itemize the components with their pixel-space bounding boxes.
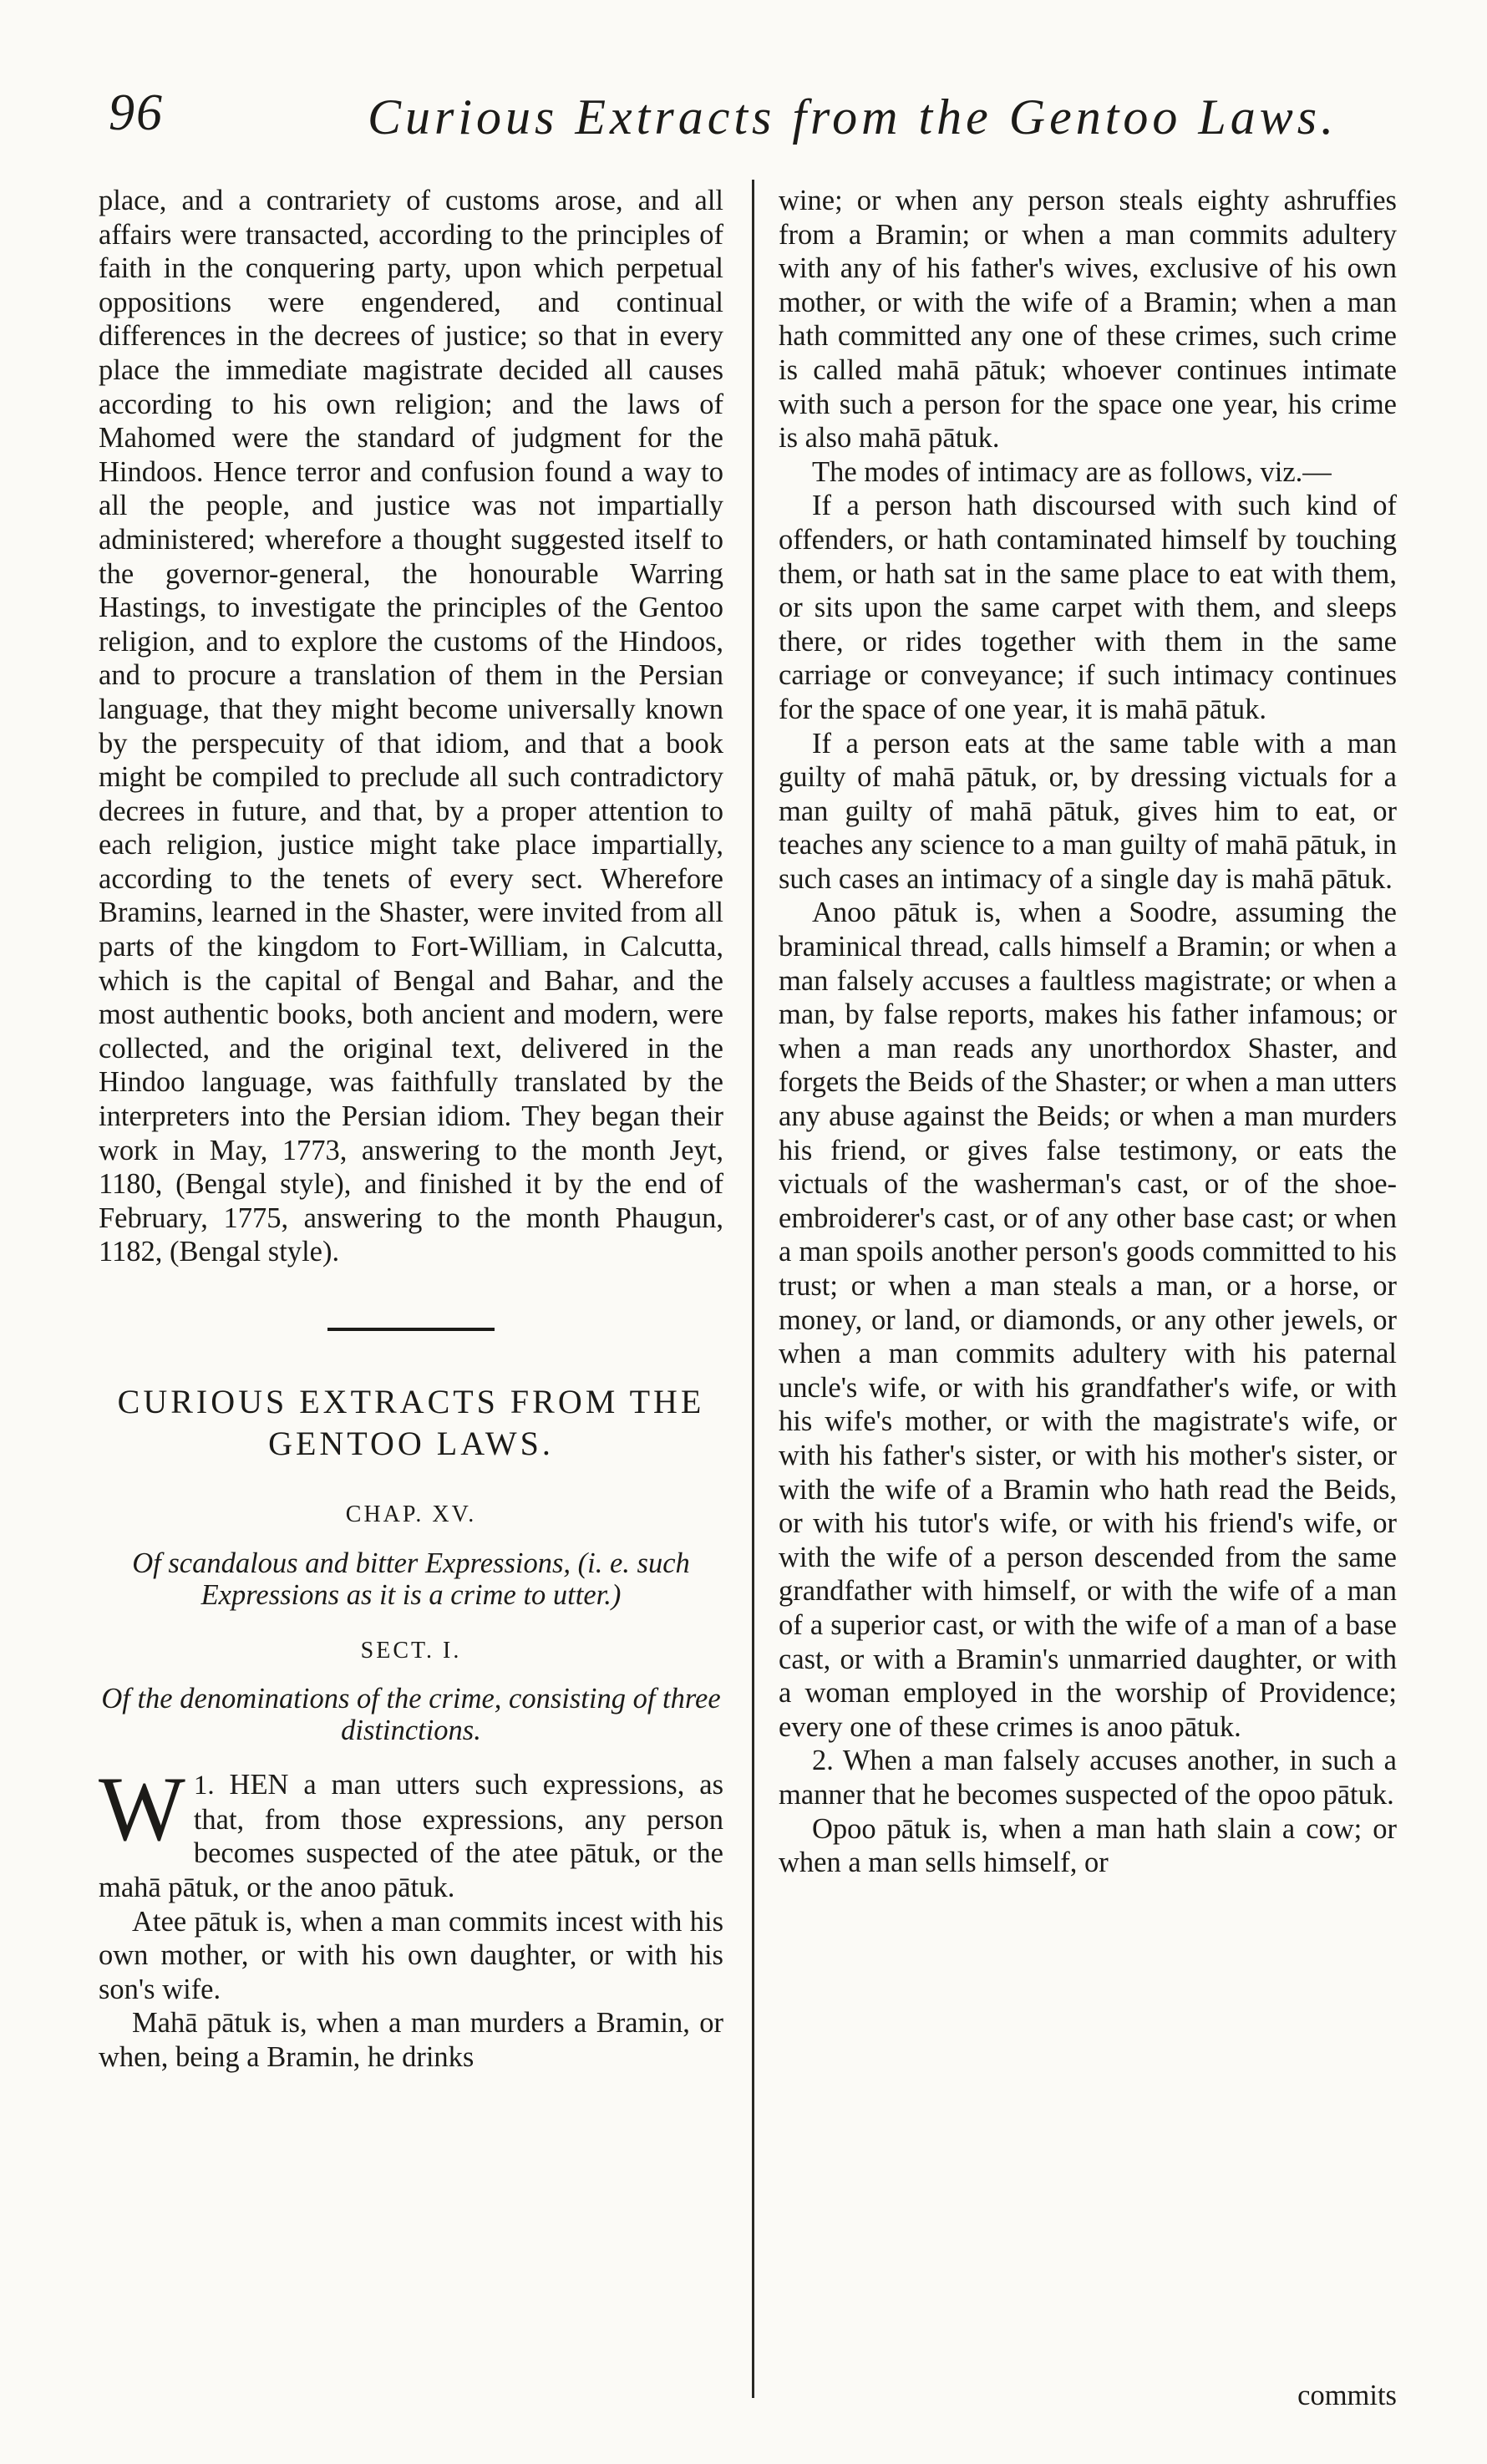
paragraph-first [99,1758,724,1904]
paragraph-intro: place, and a contrariety of customs arose, and all affairs were transacted, according to the principles of faith in the conquering party, upon which perpetual oppositions were engendered, and continual differences in the decrees of justice; so that in every place the immediate magistrate decided all causes according to his own religion; and the laws of Mahomed were the standard of judgment for the Hindoos. Hence terror and confusion found a way to all the people, and justice was not impartially administered; wherefore a thought suggested itself to the governor-general, the honourable Warring Hastings, to investigate the principles of the Gentoo religion, and to explore the customs of the Hindoos, and to procure a translation of them in the Persian language, that they might become universally known by the perspecuity of that idiom, and that a book might be compiled to preclude all such contradictory decrees in future, and that, by a proper attention to each religion, justice might take place impartially, according to the tenets of every sect. Wherefore Bramins, learned in the Shaster, were invited from all parts of the kingdom to Fort-William, in Calcutta, which is the capital of Bengal and Bahar, and the most authentic books, both ancient and modern, were collected, and the original text, delivered in the Hindoo language, was faithfully translated by the interpreters into the Persian idiom. They began their work in May, 1773, answering to the month Jeyt, 1180, (Bengal style), and finished it by the end of February, 1775, answering to the month Phaugun, 1182, (Bengal style). [99,185,723,1268]
paragraph-opoo-patuk: Opoo pātuk is, when a man hath slain a cow; or when a man sells himself, or [779,1812,1397,1879]
dropcap-numeral: 1. [193,1771,215,1801]
extract-title [99,1381,723,1465]
chapter-subtitle: Of scandalous and bitter Expressions, (i. e. such Expressions as it is a crime to utter.) [132,1547,690,1611]
paragraph-intimacy-year: If a person hath discoursed with such kind of offenders, or hath contaminated himself by touching them, or hath sat in the same place to eat with them, or sits upon the same carpet with them, and sleeps there, or rides together with them in the same carriage or conveyance; if such intimacy continues for the space of one year, it is mahā pātuk. [779,490,1397,725]
paragraph-anoo-patuk: Anoo pātuk is, when a Soodre, assuming the braminical thread, calls himself a Bramin; or when a man falsely accuses a faultless magistrate; or when a man, by false reports, makes his father infamous; or when a man reads any unorthordox Shaster, and forgets the Beids of the Shaster; or when a man utters any abuse against the Beids; or when a man murders his friend, or gives false testimony, or eats the victuals of the washerman's cast, or of the shoe-embroiderer's cast, or of any other base cast; or when a man spoils another person's goods committed to his trust; or when a man steals a man, or a horse, or money, or land, or diamonds, or any other jewels, or when a man commits adultery with his paternal uncle's wife, or with his grandfather's wife, or with his wife's mother, or with the magistrate's wife, or with his father's sister, or with his mother's sister, or with the wife of a Bramin who hath read the Beids, or with his tutor's wife, or with his friend's wife, or with the wife of a person descended from the same grandfather with himself, or with the wife of a man of a superior cast, or with the wife of a man of a base cast, or with a Bramin's unmarried daughter, or with a woman employed in the worship of Providence; every one of these crimes is anoo pātuk. [779,897,1397,1743]
section-subtitle: Of the denominations of the crime, consisting of three distinctions. [101,1683,721,1747]
paragraph-maha-patuk: Mahā pātuk is, when a man murders a Bramin, or when, being a Bramin, he drinks [99,2007,723,2073]
left-column [99,184,723,2075]
running-title: Curious Extracts from the Gentoo Laws. [368,89,1338,145]
paragraph-atee-patuk: Atee pātuk is, when a man commits incest with his own mother, or with his own daughter, or with his son's wife. [99,1905,723,2005]
right-column [779,184,1397,1880]
dropcap-letter: W [99,1758,185,1861]
page-number: 96 [109,84,164,141]
chapter-heading: CHAP. XV. [345,1501,477,1527]
paragraph-false-accusation: 2. When a man falsely accuses another, in such a manner that he becomes suspected of the opoo pātuk. [779,1745,1397,1811]
paragraph-continuation: wine; or when any person steals eighty ashruffies from a Bramin; or when a man commits adultery with any of his father's wives, exclusive of his own mother, or with the wife of a Bramin; when a man hath committed any one of these crimes, such crime is called mahā pātuk; whoever continues intimate with such a person for the space one year, his crime is also mahā pātuk. [779,185,1397,455]
column-divider [752,180,754,2398]
extract-title-line-2: GENTOO LAWS. [268,1425,554,1462]
paragraph-intimacy-day: If a person eats at the same table with a man guilty of mahā pātuk, or, by dressing victuals for a man guilty of mahā pātuk, gives him to eat, or teaches any science to a man guilty of mahā pātuk, in such cases an intimacy of a single day is mahā pātuk. [779,727,1397,895]
paragraph-first-text: HEN a man utters such expressions, as that, from those expressions, any person becomes suspected of the atee pātuk, or the mahā pātuk, or the anoo pātuk. [99,1769,724,1903]
running-head [100,84,1387,159]
section-heading: SECT. I. [360,1637,462,1664]
catchword: commits [1297,2380,1397,2411]
section-separator-rule [327,1328,495,1331]
extract-title-line-1: CURIOUS EXTRACTS FROM THE [117,1383,705,1420]
paragraph-intimacy-modes: The modes of intimacy are as follows, viz.— [812,455,1332,488]
